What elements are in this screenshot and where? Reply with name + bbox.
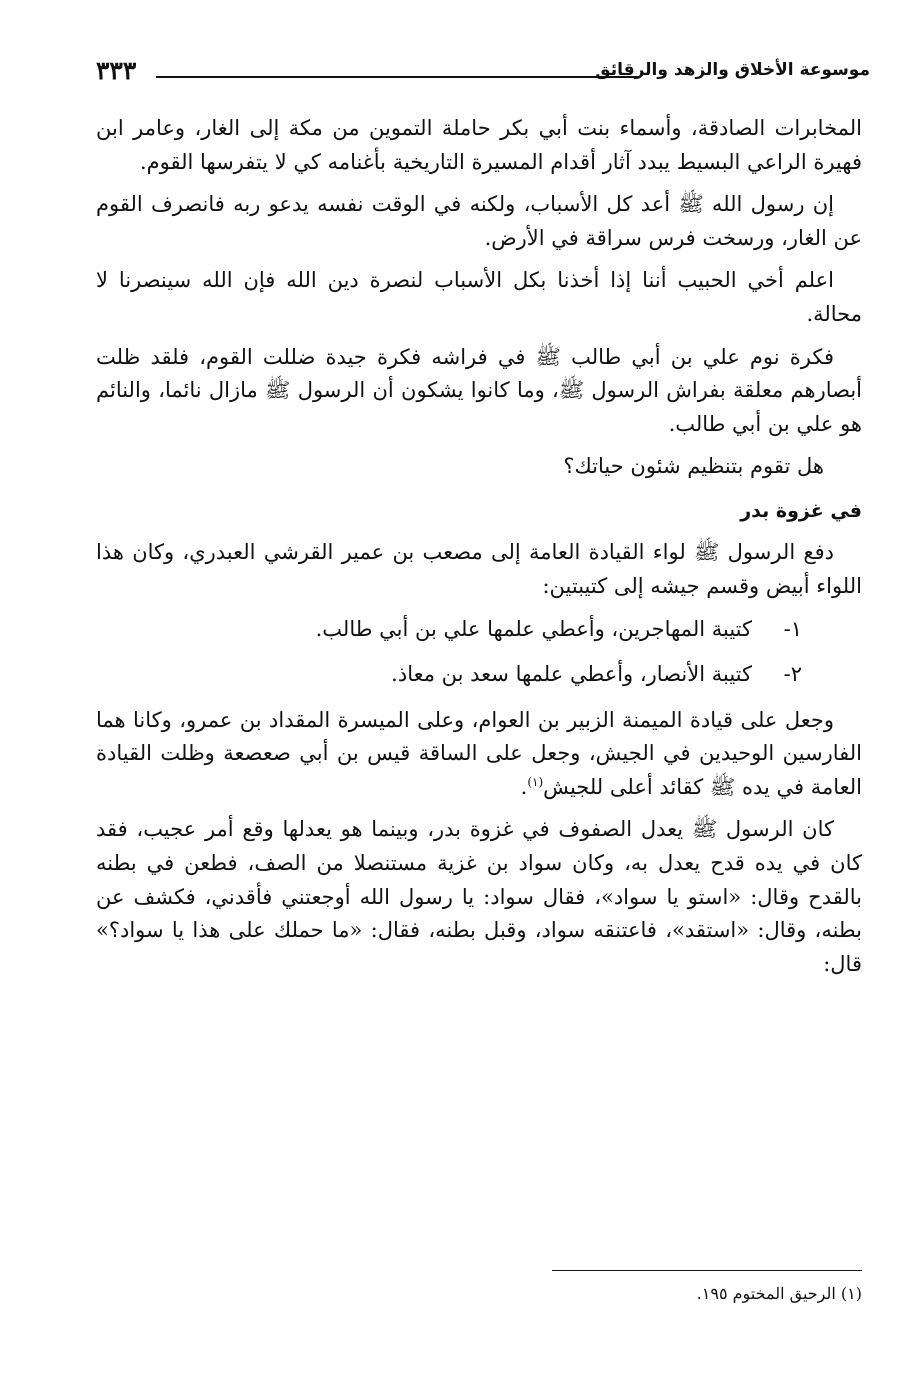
list-number: ٢- (783, 662, 802, 687)
header-rule (156, 76, 640, 78)
section-heading: في غزوة بدر (740, 499, 862, 522)
paragraph-text: وجعل على قيادة الميمنة الزبير بن العوام، وعلى الميسرة المقداد بن عمرو، وكانا هما الفارسين الوحيدين في الجيش، وجعل على الساقة قيس بن أبي صعصعة وظلت القيادة العامة في يده ﷺ كقائد أعلى للجيش (96, 707, 862, 799)
page-number: ٣٣٣ (96, 56, 137, 85)
numbered-list (96, 613, 862, 692)
paragraph: اعلم أخي الحبيب أننا إذا أخذنا بكل الأسباب لنصرة دين الله فإن الله سينصرنا لا محالة. (96, 268, 862, 326)
list-item (96, 613, 802, 647)
footnote-separator (552, 1270, 862, 1271)
running-header (96, 56, 870, 92)
paragraph: فكرة نوم علي بن أبي طالب ﷺ في فراشه فكرة جيدة ضللت القوم، فلقد ظلت أبصارهم معلقة بفراش الرسول ﷺ، وما كانوا يشكون أن الرسول ﷺ مازال نائما، والنائم هو علي بن أبي طالب. (96, 344, 862, 436)
footnote-marker[interactable]: (١) (527, 774, 544, 789)
paragraph: دفع الرسول ﷺ لواء القيادة العامة إلى مصعب بن عمير القرشي العبدري، وكان هذا اللواء أبيض وقسم جيشه إلى كتيبتين: (96, 540, 862, 598)
book-title: موسوعة الأخلاق والزهد والرقائق (595, 60, 870, 80)
paragraph-end: . (520, 774, 528, 799)
list-text: كتيبة الأنصار، وأعطي علمها سعد بن معاذ. (391, 662, 752, 687)
paragraph: كان الرسول ﷺ يعدل الصفوف في غزوة بدر، وبينما هو يعدلها وقع أمر عجيب، فقد كان في يده قدح يعدل به، وكان سواد بن غزية مستنصلا من الصف، فطعن في بطنه بالقدح وقال: «استو يا سواد»، فقال سواد: يا رسول الله أوجعتني فأقدني، فكشف عن بطنه، وقال: «استقد»، فاعتنقه سواد، وقبل بطنه، فقال: «ما حملك على هذا يا سواد؟» قال: (96, 817, 862, 976)
paragraph: المخابرات الصادقة، وأسماء بنت أبي بكر حاملة التموين من مكة إلى الغار، وعامر ابن فهيرة الراعي البسيط يبدد آثار أقدام المسيرة التاريخية بأغنامه كي لا يتفرسها القوم. (96, 116, 862, 174)
page-body (96, 112, 862, 990)
list-number: ١- (783, 616, 802, 641)
footnote: (١) الرحيق المختوم ١٩٥. (696, 1284, 862, 1303)
paragraph: إن رسول الله ﷺ أعد كل الأسباب، ولكنه في الوقت نفسه يدعو ربه فانصرف القوم عن الغار، ورسخت فرس سراقة في الأرض. (96, 192, 862, 250)
list-text: كتيبة المهاجرين، وأعطي علمها علي بن أبي طالب. (315, 616, 752, 641)
paragraph (96, 704, 862, 805)
question-line: هل تقوم بتنظيم شئون حياتك؟ (563, 454, 824, 479)
list-item (96, 658, 802, 692)
